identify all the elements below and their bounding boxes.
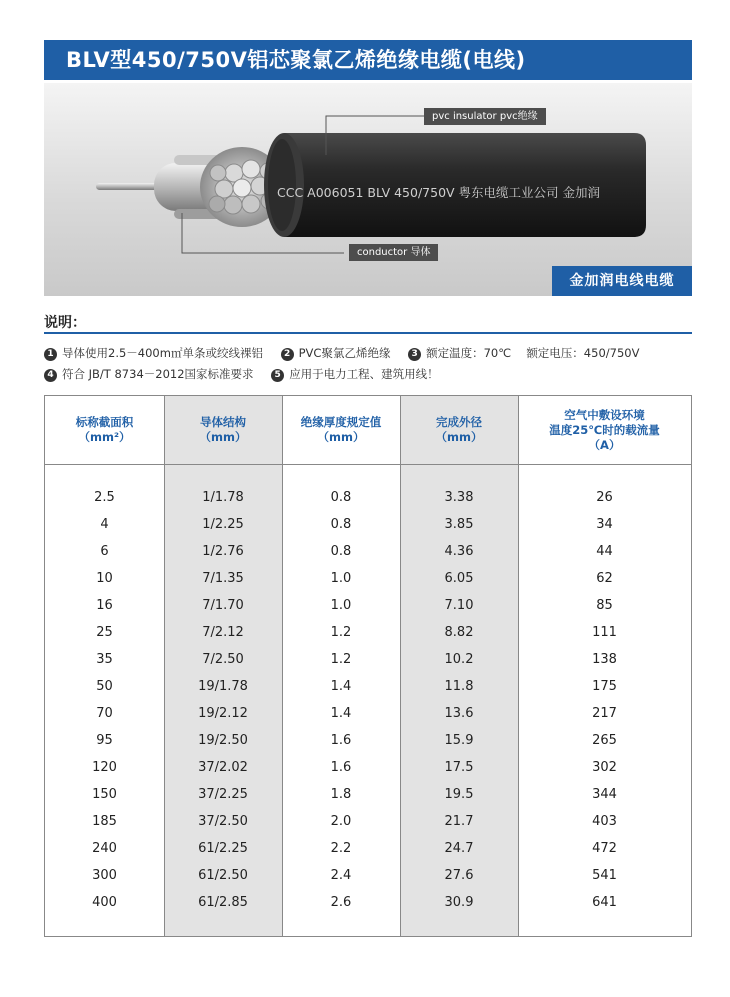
table-cell: 19/2.12 bbox=[198, 706, 248, 721]
note-text: PVC聚氯乙烯绝缘 bbox=[298, 346, 391, 360]
table-cell: 61/2.25 bbox=[198, 841, 248, 856]
jacket-print: CCC A006051 BLV 450/750V 粤东电缆工业公司 金加润 bbox=[277, 185, 601, 200]
table-cell: 30.9 bbox=[444, 895, 474, 910]
table-cell: 1.6 bbox=[330, 733, 352, 748]
table-cell: 17.5 bbox=[444, 760, 474, 775]
table-cell: 10 bbox=[96, 571, 113, 586]
table-cell: 7/1.35 bbox=[202, 571, 244, 586]
note-text: 导体使用2.5－400m㎡单条或绞线裸铝 bbox=[62, 346, 263, 360]
table-cell: 1.4 bbox=[330, 706, 352, 721]
number-badge-icon: 5 bbox=[271, 369, 284, 382]
note-text: 额定温度：70℃ 额定电压：450/750V bbox=[426, 346, 640, 360]
table-cell: 8.82 bbox=[444, 625, 474, 640]
table-cell: 265 bbox=[592, 733, 617, 748]
table-cell: 61/2.85 bbox=[198, 895, 248, 910]
spec-table bbox=[44, 395, 692, 937]
table-cell: 19.5 bbox=[444, 787, 474, 802]
table-cell: 0.8 bbox=[330, 544, 352, 559]
column-header-insulation-thickness: 绝缘厚度规定值 （mm） bbox=[300, 415, 382, 444]
table-cell: 472 bbox=[592, 841, 617, 856]
header-divider bbox=[45, 464, 691, 465]
table-cell: 4.36 bbox=[444, 544, 474, 559]
table-cell: 175 bbox=[592, 679, 617, 694]
table-cell: 34 bbox=[596, 517, 613, 532]
table-cell: 2.0 bbox=[330, 814, 352, 829]
table-cell: 62 bbox=[596, 571, 613, 586]
table-cell: 85 bbox=[596, 598, 613, 613]
notes-divider bbox=[44, 332, 692, 334]
notes-line-2 bbox=[44, 366, 453, 382]
table-cell: 344 bbox=[592, 787, 617, 802]
table-cell: 1/2.25 bbox=[202, 517, 244, 532]
table-cell: 185 bbox=[92, 814, 117, 829]
table-cell: 11.8 bbox=[444, 679, 474, 694]
table-cell: 120 bbox=[92, 760, 117, 775]
table-cell: 95 bbox=[96, 733, 113, 748]
table-cell: 150 bbox=[92, 787, 117, 802]
table-cell: 15.9 bbox=[444, 733, 474, 748]
table-cell: 1.6 bbox=[330, 760, 352, 775]
table-cell: 37/2.02 bbox=[198, 760, 248, 775]
table-cell: 1.0 bbox=[330, 571, 352, 586]
table-cell: 2.6 bbox=[330, 895, 352, 910]
table-cell: 7/2.50 bbox=[202, 652, 244, 667]
table-cell: 16 bbox=[96, 598, 113, 613]
column-header-current-capacity: 空气中敷设环境 温度25℃时的载流量 （A） bbox=[549, 407, 660, 452]
column-header-conductor-structure: 导体结构 （mm） bbox=[199, 415, 247, 444]
table-cell: 26 bbox=[596, 490, 613, 505]
table-cell: 4 bbox=[100, 517, 109, 532]
table-cell: 1/1.78 bbox=[202, 490, 244, 505]
table-cell: 37/2.50 bbox=[198, 814, 248, 829]
note-item bbox=[408, 345, 639, 361]
note-text: 符合 JB/T 8734－2012国家标准要求 bbox=[62, 367, 254, 381]
table-cell: 7/1.70 bbox=[202, 598, 244, 613]
table-cell: 70 bbox=[96, 706, 113, 721]
table-cell: 217 bbox=[592, 706, 617, 721]
table-cell: 541 bbox=[592, 868, 617, 883]
table-cell: 0.8 bbox=[330, 490, 352, 505]
table-cell: 24.7 bbox=[444, 841, 474, 856]
table-cell: 1.8 bbox=[330, 787, 352, 802]
notes-line-1 bbox=[44, 345, 653, 361]
table-cell: 111 bbox=[592, 625, 617, 640]
table-cell: 19/1.78 bbox=[198, 679, 248, 694]
table-cell: 13.6 bbox=[444, 706, 474, 721]
table-cell: 1.4 bbox=[330, 679, 352, 694]
table-cell: 403 bbox=[592, 814, 617, 829]
note-item bbox=[281, 345, 391, 361]
note-item bbox=[44, 345, 263, 361]
table-cell: 302 bbox=[592, 760, 617, 775]
column-header-outer-diameter: 完成外径 （mm） bbox=[435, 415, 483, 444]
table-cell: 7/2.12 bbox=[202, 625, 244, 640]
table-cell: 400 bbox=[92, 895, 117, 910]
number-badge-icon: 1 bbox=[44, 348, 57, 361]
table-cell: 138 bbox=[592, 652, 617, 667]
table-cell: 6.05 bbox=[444, 571, 474, 586]
table-cell: 300 bbox=[92, 868, 117, 883]
table-cell: 61/2.50 bbox=[198, 868, 248, 883]
table-cell: 641 bbox=[592, 895, 617, 910]
table-cell: 2.5 bbox=[94, 490, 115, 505]
table-cell: 10.2 bbox=[444, 652, 474, 667]
note-item bbox=[44, 366, 254, 382]
table-cell: 3.85 bbox=[444, 517, 474, 532]
page-title: BLV型450/750V铝芯聚氯乙烯绝缘电缆(电线) bbox=[66, 48, 526, 72]
column-header-cross-section: 标称截面积 （mm²） bbox=[75, 415, 134, 444]
note-item bbox=[271, 366, 439, 382]
number-badge-icon: 2 bbox=[281, 348, 294, 361]
table-cell: 44 bbox=[596, 544, 613, 559]
number-badge-icon: 4 bbox=[44, 369, 57, 382]
table-cell: 50 bbox=[96, 679, 113, 694]
brand-tag: 金加润电线电缆 bbox=[552, 266, 692, 296]
table-cell: 25 bbox=[96, 625, 113, 640]
table-cell: 240 bbox=[92, 841, 117, 856]
table-cell: 27.6 bbox=[444, 868, 474, 883]
table-cell: 1/2.76 bbox=[202, 544, 244, 559]
table-cell: 19/2.50 bbox=[198, 733, 248, 748]
table-cell: 0.8 bbox=[330, 517, 352, 532]
table-cell: 2.2 bbox=[330, 841, 352, 856]
table-cell: 1.0 bbox=[330, 598, 352, 613]
table-cell: 1.2 bbox=[330, 652, 352, 667]
table-cell: 6 bbox=[100, 544, 109, 559]
table-cell: 37/2.25 bbox=[198, 787, 248, 802]
insulator-label: pvc insulator pvc绝缘 bbox=[424, 108, 546, 125]
table-cell: 3.38 bbox=[444, 490, 474, 505]
title-bar bbox=[44, 40, 692, 80]
table-cell: 2.4 bbox=[330, 868, 352, 883]
conductor-label: conductor 导体 bbox=[349, 244, 438, 261]
table-cell: 1.2 bbox=[330, 625, 352, 640]
number-badge-icon: 3 bbox=[408, 348, 421, 361]
notes-heading: 说明： bbox=[44, 315, 86, 331]
note-text: 应用于电力工程、建筑用线！ bbox=[289, 367, 439, 381]
table-cell: 35 bbox=[96, 652, 113, 667]
table-cell: 7.10 bbox=[444, 598, 474, 613]
table-cell: 21.7 bbox=[444, 814, 474, 829]
